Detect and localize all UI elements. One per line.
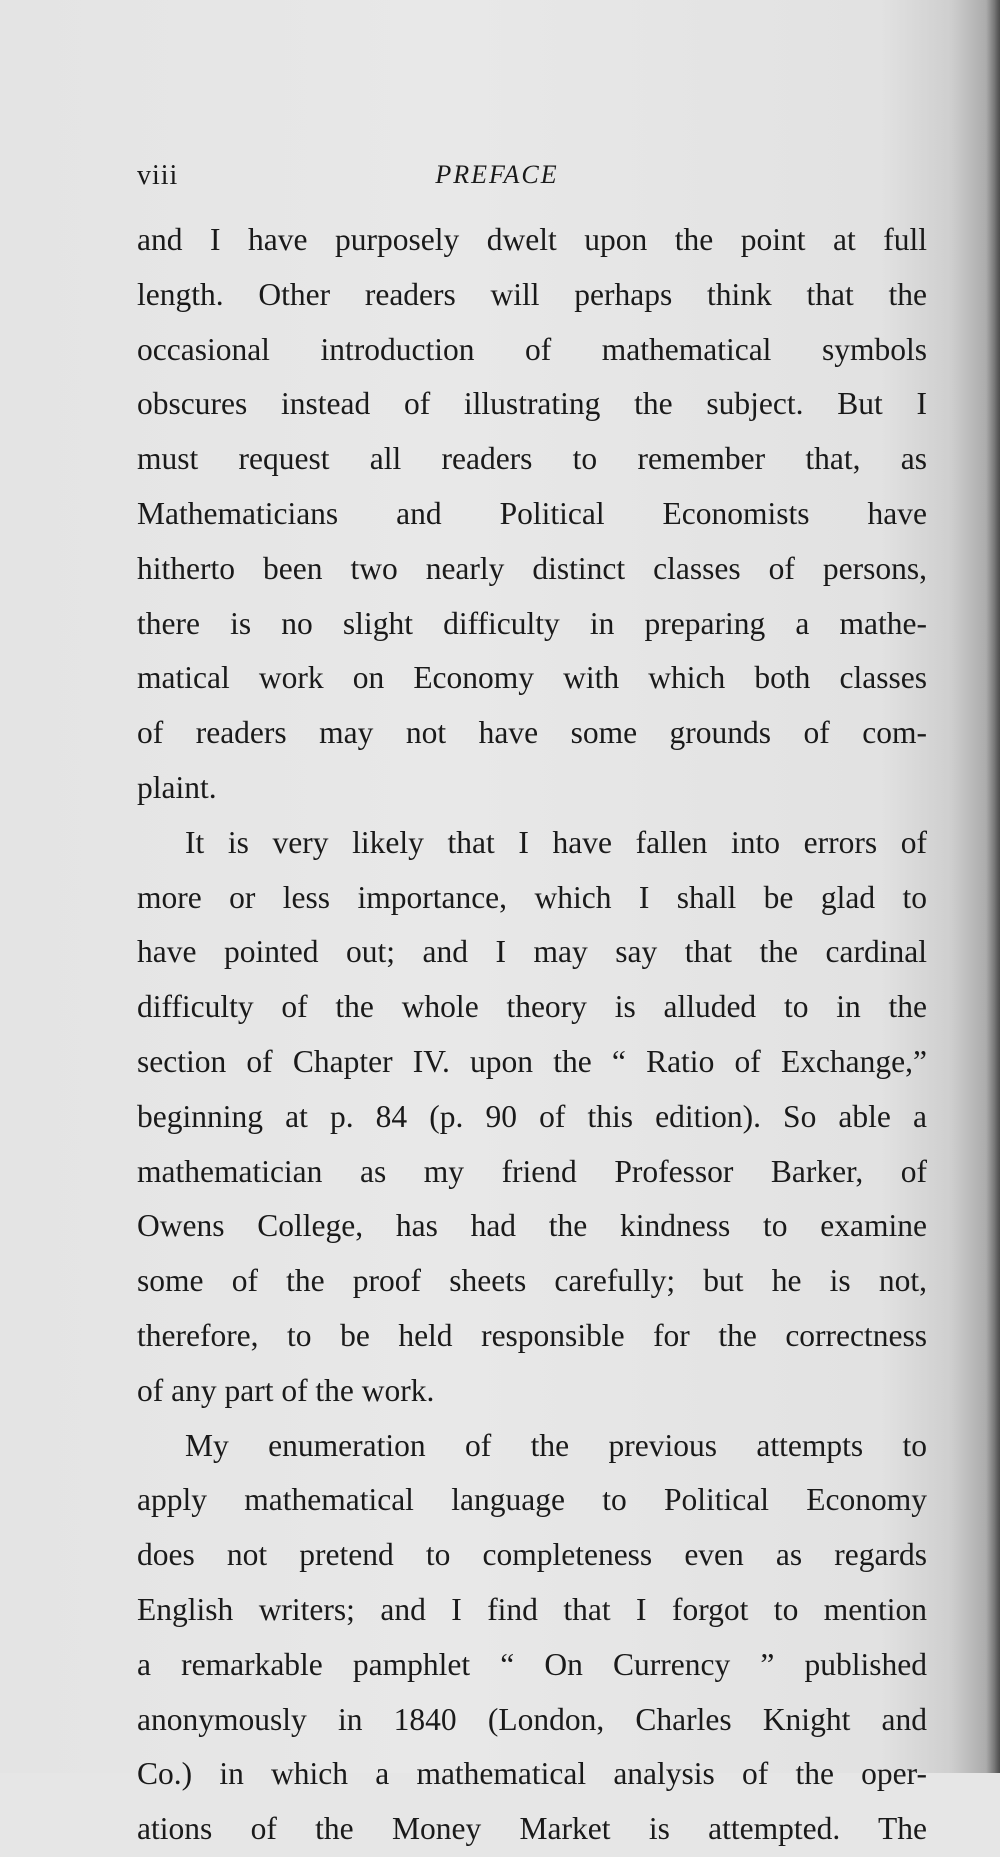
text-line: Owens College, has had the kindness to examine	[137, 1208, 927, 1244]
running-head: PREFACE	[435, 160, 559, 189]
text-line: plaint.	[137, 769, 217, 805]
text-line: ations of the Money Market is attempted. The	[137, 1811, 927, 1847]
text-line: apply mathematical language to Political Economy	[137, 1482, 927, 1518]
text-line: length. Other readers will perhaps think that the	[137, 276, 927, 312]
text-line: therefore, to be held responsible for the correctness	[137, 1317, 927, 1353]
text-line: mathematician as my friend Professor Barker, of	[137, 1153, 927, 1189]
text-line: It is very likely that I have fallen into errors of	[185, 824, 927, 860]
text-line: difficulty of the whole theory is alluded to in the	[137, 989, 927, 1025]
text-line: anonymously in 1840 (London, Charles Knight and	[137, 1701, 927, 1737]
text-line: and I have purposely dwelt upon the point at full	[137, 222, 927, 257]
text-line: beginning at p. 84 (p. 90 of this edition). So able a	[137, 1098, 927, 1134]
text-line: Co.) in which a mathematical analysis of the oper-	[137, 1756, 927, 1792]
page-number: viii	[137, 160, 179, 191]
text-line: Mathematicians and Political Economists have	[137, 495, 927, 531]
text-line: more or less importance, which I shall be glad to	[137, 879, 927, 915]
text-line: must request all readers to remember that, as	[137, 441, 927, 477]
body-text	[137, 213, 927, 1857]
text-line: have pointed out; and I may say that the cardinal	[137, 934, 927, 970]
text-line: some of the proof sheets carefully; but he is not,	[137, 1263, 927, 1299]
text-line: English writers; and I find that I forgot to mention	[137, 1591, 927, 1627]
text-line: obscures instead of illustrating the subject. But I	[137, 386, 927, 422]
text-line: of readers may not have some grounds of com-	[137, 715, 927, 751]
text-line: a remarkable pamphlet “ On Currency ” published	[137, 1646, 927, 1682]
text-line: occasional introduction of mathematical symbols	[137, 331, 927, 367]
text-line: section of Chapter IV. upon the “ Ratio of Exchange,”	[137, 1043, 927, 1079]
text-line: matical work on Economy with which both classes	[137, 660, 927, 696]
page-header	[137, 160, 927, 200]
text-line: does not pretend to completeness even as regards	[137, 1537, 927, 1573]
text-line: hitherto been two nearly distinct classes of persons,	[137, 550, 927, 586]
page-spine-shadow	[986, 0, 1000, 1773]
text-line: of any part of the work.	[137, 1372, 435, 1408]
text-line: My enumeration of the previous attempts to	[185, 1427, 927, 1463]
text-line: there is no slight difficulty in preparing a mathe-	[137, 605, 927, 641]
